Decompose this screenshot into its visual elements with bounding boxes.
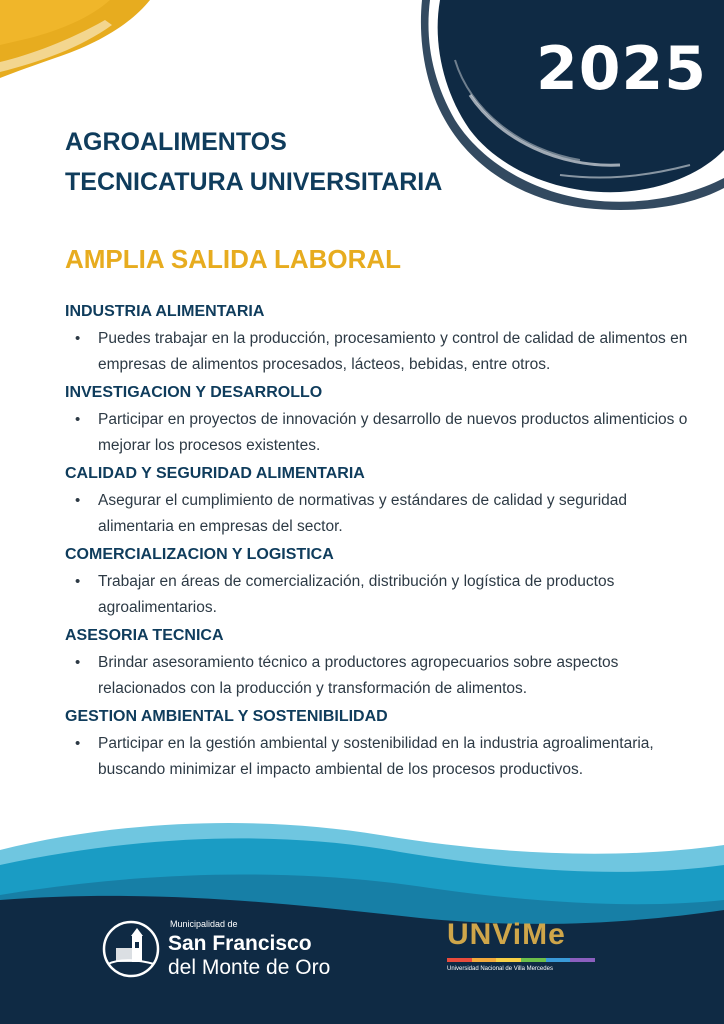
university-color-bar (447, 958, 595, 962)
section-heading: INVESTIGACION Y DESARROLLO (65, 384, 323, 401)
municipality-name-2: del Monte de Oro (168, 956, 331, 979)
university-logo-text: UNViMe (447, 918, 566, 951)
bullet-icon: • (75, 573, 81, 590)
section-text: Participar en proyectos de innovación y desarrollo de nuevos productos alimenticios o mejorar los procesos existentes. (98, 411, 688, 454)
bullet-icon: • (75, 654, 81, 671)
page-subtitle: AMPLIA SALIDA LABORAL (65, 244, 402, 274)
municipality-name-1: San Francisco (168, 932, 312, 955)
university-logo (447, 918, 607, 978)
bullet-icon: • (75, 330, 81, 347)
title-line-2: TECNICATURA UNIVERSITARIA (65, 168, 443, 196)
page-title (65, 122, 442, 202)
section-industria (65, 302, 695, 378)
bullet-icon: • (75, 411, 81, 428)
municipality-logo (102, 918, 362, 988)
year-label: 2025 (536, 34, 707, 104)
bullet-icon: • (75, 735, 81, 752)
section-heading: COMERCIALIZACION Y LOGISTICA (65, 546, 334, 563)
section-heading: ASESORIA TECNICA (65, 627, 224, 644)
university-full-name: Universidad Nacional de Villa Mercedes (447, 966, 553, 972)
church-icon (102, 920, 160, 978)
section-heading: INDUSTRIA ALIMENTARIA (65, 303, 265, 320)
section-text: Trabajar en áreas de comercialización, distribución y logística de productos agroalimentarios. (98, 573, 615, 616)
section-investigacion (65, 383, 695, 459)
section-text: Brindar asesoramiento técnico a productores agropecuarios sobre aspectos relacionados con la producción y transformación de alimentos. (98, 654, 619, 697)
section-heading: GESTION AMBIENTAL Y SOSTENIBILIDAD (65, 708, 388, 725)
section-calidad (65, 464, 695, 540)
bullet-icon: • (75, 492, 81, 509)
section-text: Participar en la gestión ambiental y sostenibilidad en la industria agroalimentaria, buscando minimizar el impacto ambiental de los procesos productivos. (98, 735, 654, 778)
section-gestion (65, 707, 695, 783)
section-asesoria (65, 626, 695, 702)
career-list (65, 302, 695, 788)
section-heading: CALIDAD Y SEGURIDAD ALIMENTARIA (65, 465, 365, 482)
section-text: Asegurar el cumplimiento de normativas y estándares de calidad y seguridad alimentaria en empresas del sector. (98, 492, 628, 535)
section-comercializacion (65, 545, 695, 621)
municipality-label-small: Municipalidad de (170, 919, 238, 929)
title-line-1: AGROALIMENTOS (65, 128, 287, 156)
section-text: Puedes trabajar en la producción, procesamiento y control de calidad de alimentos en empresas de alimentos procesados, lácteos, bebidas, entre otros. (98, 330, 688, 373)
footer-waves (0, 810, 724, 1024)
